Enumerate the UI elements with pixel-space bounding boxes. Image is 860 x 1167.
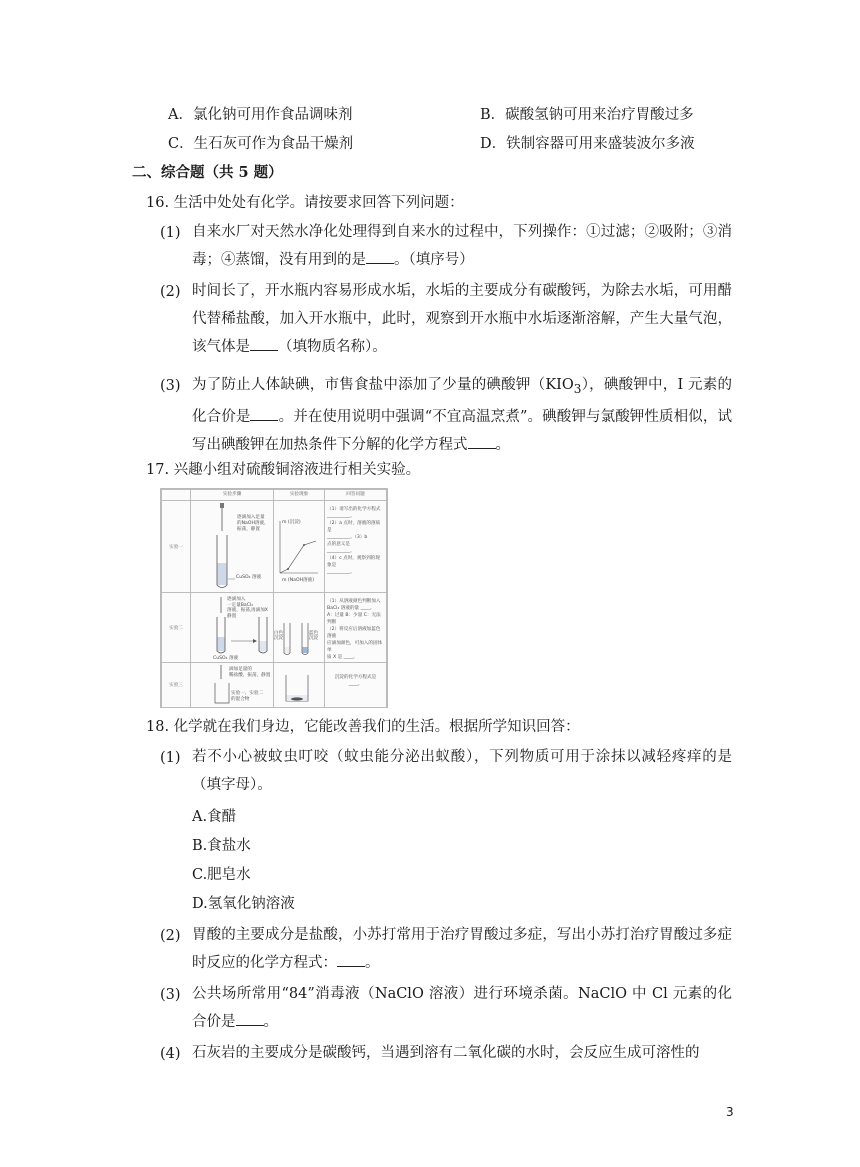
table-header xyxy=(162,490,191,501)
step-note: CuSO₄ 溶液 xyxy=(213,656,239,661)
option-b: B．碳酸氢钠可用来治疗胃酸过多 xyxy=(480,107,694,123)
section-title: 二、综合题（共 5 题） xyxy=(132,164,283,181)
question-line: （1）请写出的化学方程式 xyxy=(327,507,381,512)
question-line: __________。 xyxy=(327,514,355,519)
step-text: 稀盐酸，振荡，静置 xyxy=(229,672,271,678)
question-line: 点的意义是 xyxy=(327,542,350,547)
question-line: 沉淀的化学方程式是 xyxy=(334,675,377,680)
q16-sub2-num: (2) xyxy=(160,284,181,300)
option-a: A．氯化钠可用作食品调味剂 xyxy=(168,107,353,123)
row-label: 实验一 xyxy=(162,501,191,593)
question-line: __________。 xyxy=(327,549,355,554)
question-line: （2）将反应后溶液加蓝色溶液 xyxy=(327,627,381,639)
question-line: __________。 xyxy=(327,570,355,575)
option-d: D．铁制容器可用来盛装波尔多液 xyxy=(480,136,695,152)
question-line: 质 X 是 ____。 xyxy=(327,655,358,660)
page-number: 3 xyxy=(726,1105,734,1119)
two-test-tubes-icon xyxy=(274,593,320,661)
answer-blank[interactable] xyxy=(468,434,496,449)
q17-stem: 17. 兴趣小组对硫酸铜溶液进行相关实验。 xyxy=(146,462,421,478)
question-line: （2）a 点时，溶液的溶质是 xyxy=(327,521,381,533)
q16-stem: 16. 生活中处处有化学。请按要求回答下列问题： xyxy=(146,195,464,211)
question-line: ____。 xyxy=(348,682,363,687)
step-text: 逐滴加入足量 xyxy=(237,515,265,520)
question-cell xyxy=(325,663,387,708)
table-header: 实验步骤 xyxy=(191,490,274,501)
graph-x-label: m (NaOH溶液) xyxy=(282,578,315,583)
question-cell xyxy=(325,501,387,593)
graph-y-label: m (沉淀) xyxy=(282,520,301,525)
question-line: BaCl₂ 溶液的量 ____。 xyxy=(327,606,375,611)
q16-sub3-text-b: ），碘酸钾中，I 元素的化合价是 xyxy=(192,377,732,425)
q16-sub1-num: (1) xyxy=(160,225,181,241)
q16-sub1-text-b: 。（填序号） xyxy=(394,252,474,268)
q18-choice-d: D.氢氧化钠溶液 xyxy=(192,896,295,912)
answer-blank[interactable] xyxy=(366,249,394,264)
q18-sub3-text-b: 。 xyxy=(263,1014,278,1030)
question-line: （4）c 点时，观察到的现象是 xyxy=(327,556,380,568)
q18-sub2-text xyxy=(192,921,732,977)
question-line: A：过量 B：少量 C：无法判断 xyxy=(327,613,381,625)
phenomenon-cell xyxy=(274,593,325,663)
q18-sub1-num: (1) xyxy=(160,750,181,766)
phenomenon-graph-cell xyxy=(274,501,325,593)
step-text: 溶液，振荡， xyxy=(227,608,255,613)
answer-blank[interactable] xyxy=(250,406,278,421)
row-label: 实验二 xyxy=(162,593,191,663)
q16-sub1-text-a: 自来水厂对天然水净化处理得到自来水的过程中，下列操作：①过滤；②吸附；③消毒；④蒸馏，没有用到的是 xyxy=(192,224,732,268)
answer-blank[interactable] xyxy=(236,1011,264,1026)
q18-stem: 18. 化学就在我们身边，它能改善我们的生活。根据所学知识回答： xyxy=(146,719,580,735)
q16-sub1-text xyxy=(192,218,732,274)
q16-sub2-text xyxy=(192,277,732,361)
q16-sub3-text-c: 。并在使用说明中强调“不宜高温烹煮”。碘酸钾与氯酸钾性质相似，试写出碘酸钾在加热条件下分解的化学方程式 xyxy=(192,408,733,453)
q16-sub3-num: (3) xyxy=(160,378,181,394)
q16-sub3-text-d: 。 xyxy=(495,436,510,453)
answer-blank[interactable] xyxy=(250,336,278,351)
step-text: 一定量BaCl₂ xyxy=(227,602,254,608)
option-c: C．生石灰可作为食品干燥剂 xyxy=(168,136,354,152)
beaker-icon xyxy=(274,663,320,707)
step-note: 实验一、实验二的混合物 xyxy=(231,691,264,702)
q18-sub3-num: (3) xyxy=(160,987,181,1003)
q18-choice-a: A.食醋 xyxy=(192,809,237,825)
step-text: 静置 xyxy=(227,613,237,619)
answer-blank[interactable] xyxy=(337,952,365,967)
q18-sub2-num: (2) xyxy=(160,928,181,944)
step-note: CuSO₄ 溶液 xyxy=(236,575,262,580)
blue-precipitate-label: 蓝色沉淀 xyxy=(309,631,319,641)
q18-sub3-text-a: 公共场所常用“84”消毒液（NaClO 溶液）进行环境杀菌。NaClO 中 Cl 元素的化合价是 xyxy=(192,986,732,1030)
q16-sub3-text xyxy=(192,371,732,459)
question-line: __________。（3）b xyxy=(327,535,368,540)
white-precipitate-label: 白色沉淀 xyxy=(274,631,284,641)
step-cell xyxy=(191,663,274,708)
q16-sub3-text-a: 为了防止人体缺碘，市售食盐中添加了少量的碘酸钾（KIO xyxy=(192,377,574,393)
step-text: 振荡，静置 xyxy=(237,527,260,532)
row-label: 实验三 xyxy=(162,663,191,708)
table-header: 回答问题 xyxy=(325,490,387,501)
table-header: 实验现象 xyxy=(274,490,325,501)
experiment-table xyxy=(161,489,387,708)
q18-sub2-text-b: 。 xyxy=(365,955,380,971)
q18-sub4-text: 石灰岩的主要成分是碳酸钙，当遇到溶有二氧化碳的水时，会反应生成可溶性的 xyxy=(192,1045,700,1061)
q18-choice-b: B.食盐水 xyxy=(192,838,251,854)
step-cell xyxy=(191,593,274,663)
step-text: 滴加足量的 xyxy=(229,667,252,672)
q18-choice-c: C.肥皂水 xyxy=(192,867,251,883)
q18-sub4-num: (4) xyxy=(160,1046,181,1062)
q18-sub3-text xyxy=(192,980,732,1036)
question-cell xyxy=(325,593,387,663)
q16-sub2-text-b: （填物质名称）。 xyxy=(278,339,387,355)
step-text: 逐滴加入 xyxy=(227,597,246,602)
q16-sub3-subscript: 3 xyxy=(573,381,582,396)
step-extra: 再滴加X xyxy=(251,608,268,613)
question-line: （1）从溶液颜色判断加入 xyxy=(327,599,381,604)
step-cell xyxy=(191,501,274,593)
q18-sub2-text-a: 胃酸的主要成分是盐酸，小苏打常用于治疗胃酸过多症，写出小苏打治疗胃酸过多症时反应的化学方程式： xyxy=(192,927,732,971)
question-line: 应滴加颜色，可加入的固体单 xyxy=(327,641,383,653)
q18-sub1-text: 若不小心被蚊虫叮咬（蚊虫能分泌出蚁酸），下列物质可用于涂抹以减轻疼痒的是（填字母）。 xyxy=(192,749,732,793)
step-text: 的NaOH溶液， xyxy=(237,521,269,526)
phenomenon-cell xyxy=(274,663,325,708)
q16-sub2-text-a: 时间长了，开水瓶内容易形成水垢，水垢的主要成分有碳酸钙，为除去水垢，可用醋代替稀盐酸，加入开水瓶中，此时，观察到开水瓶中水垢逐渐溶解，产生大量气泡，该气体是 xyxy=(192,283,732,355)
experiment-table-figure xyxy=(160,488,388,708)
